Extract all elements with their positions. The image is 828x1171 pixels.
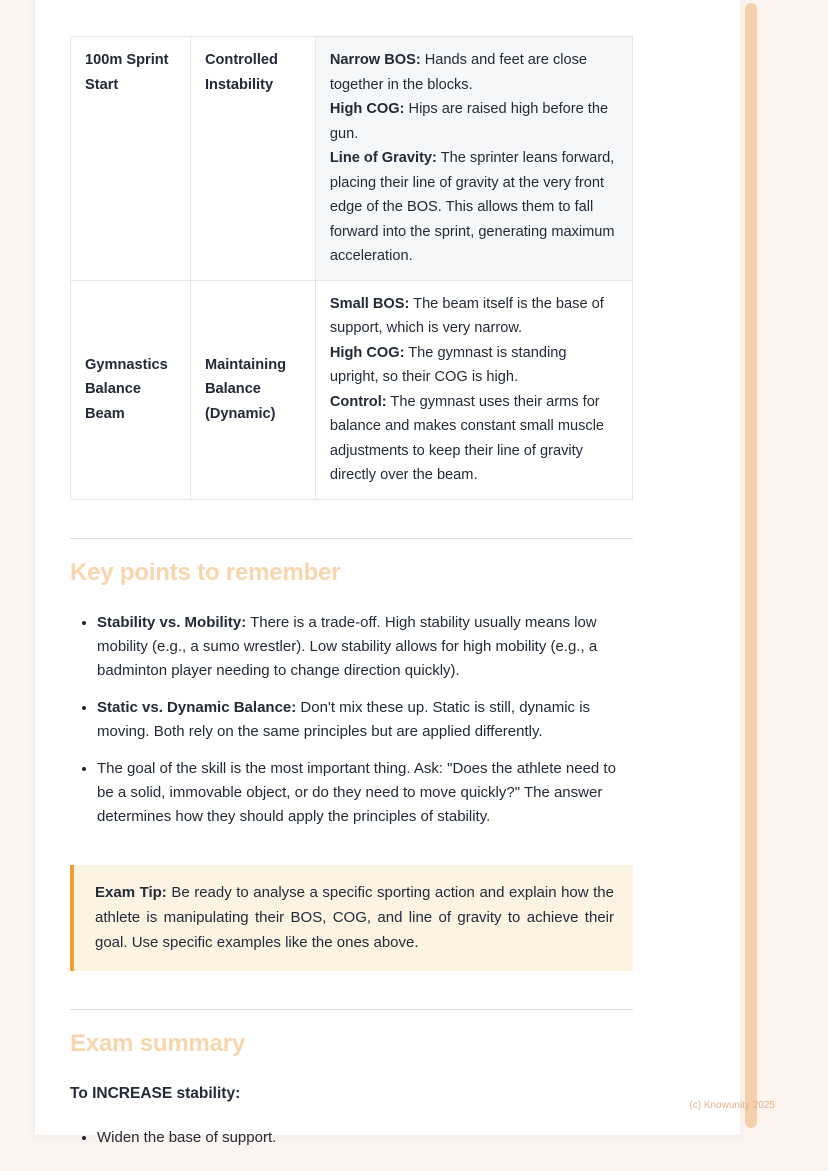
cell-activity: Gymnastics Balance Beam xyxy=(71,280,191,499)
exam-tip-callout xyxy=(70,865,633,972)
detail-text: The beam itself is the base of support, which is very narrow. xyxy=(329,295,604,337)
detail-text: The gymnast uses their arms for balance and makes constant small muscle adjustments to keep their line of gravity directly over the beam. xyxy=(329,393,605,484)
section-divider xyxy=(70,1009,633,1010)
detail-text: The sprinter leans forward, placing their line of gravity at the very front edge of the BOS. This allows them to fall forward into the sprint, generating maximum acceleration. xyxy=(329,150,615,265)
cell-principle: Maintaining Balance (Dynamic) xyxy=(190,280,315,499)
detail-text: The gymnast is standing upright, so their COG is high. xyxy=(329,344,567,386)
section-divider xyxy=(70,538,633,539)
detail-point xyxy=(330,146,618,269)
list-item xyxy=(97,611,633,683)
detail-term: High COG: xyxy=(329,344,405,361)
bullet-term: Static vs. Dynamic Balance: xyxy=(97,698,297,716)
page-content xyxy=(35,0,633,1150)
detail-point xyxy=(330,390,618,488)
table-row xyxy=(71,280,633,499)
cell-activity: 100m Sprint Start xyxy=(71,37,191,281)
detail-text: Hips are raised high before the gun. xyxy=(329,101,609,142)
exam-summary-list xyxy=(70,1126,633,1150)
scrollbar-thumb[interactable] xyxy=(745,3,757,1128)
detail-term: Control: xyxy=(329,393,387,410)
bullet-term: Stability vs. Mobility: xyxy=(97,613,247,631)
detail-point xyxy=(330,341,618,390)
copyright-watermark: (c) Knowunity 2025 xyxy=(689,1100,775,1111)
detail-text: Hands and feet are close together in the blocks. xyxy=(329,52,588,93)
summary-intro: To INCREASE stability: xyxy=(70,1085,241,1103)
list-item xyxy=(97,696,633,744)
cell-details xyxy=(315,37,632,281)
detail-term: Line of Gravity: xyxy=(329,150,437,167)
stability-examples-table xyxy=(70,36,633,500)
detail-term: Small BOS: xyxy=(329,295,410,312)
detail-term: High COG: xyxy=(329,101,405,118)
detail-point xyxy=(330,97,618,146)
detail-point xyxy=(330,292,618,341)
detail-point xyxy=(330,48,618,97)
cell-details xyxy=(315,280,632,499)
document-page xyxy=(35,0,740,1147)
key-points-list xyxy=(70,611,633,829)
section-heading-exam-summary: Exam summary xyxy=(70,1030,246,1058)
list-item: • Widen the base of support. xyxy=(97,1126,633,1150)
list-item xyxy=(97,757,633,829)
cell-principle: Controlled Instability xyxy=(190,37,315,281)
detail-term: Narrow BOS: xyxy=(329,52,421,68)
section-heading-key-points: Key points to remember xyxy=(70,558,341,586)
exam-tip-label: Exam Tip: xyxy=(95,883,167,901)
exam-tip-text: Be ready to analyse a specific sporting action and explain how the athlete is manipulating their BOS, COG, and line of gravity to achieve their goal. Use specific examples like the ones above. xyxy=(95,883,614,952)
table-row xyxy=(71,37,633,281)
bullet-text: The goal of the skill is the most important thing. Ask: "Does the athlete need to be a solid, immovable object, or do they need to move quickly?" The answer determines how they should apply the principles of stability. xyxy=(97,759,616,825)
bullet-text: There is a trade-off. High stability usually means low mobility (e.g., a sumo wrestler). Low stability allows for high mobility (e.g., a badminton player needing to change direction quickly). xyxy=(97,613,598,679)
bullet-text: Don't mix these up. Static is still, dynamic is moving. Both rely on the same principles but are applied differently. xyxy=(97,698,591,740)
